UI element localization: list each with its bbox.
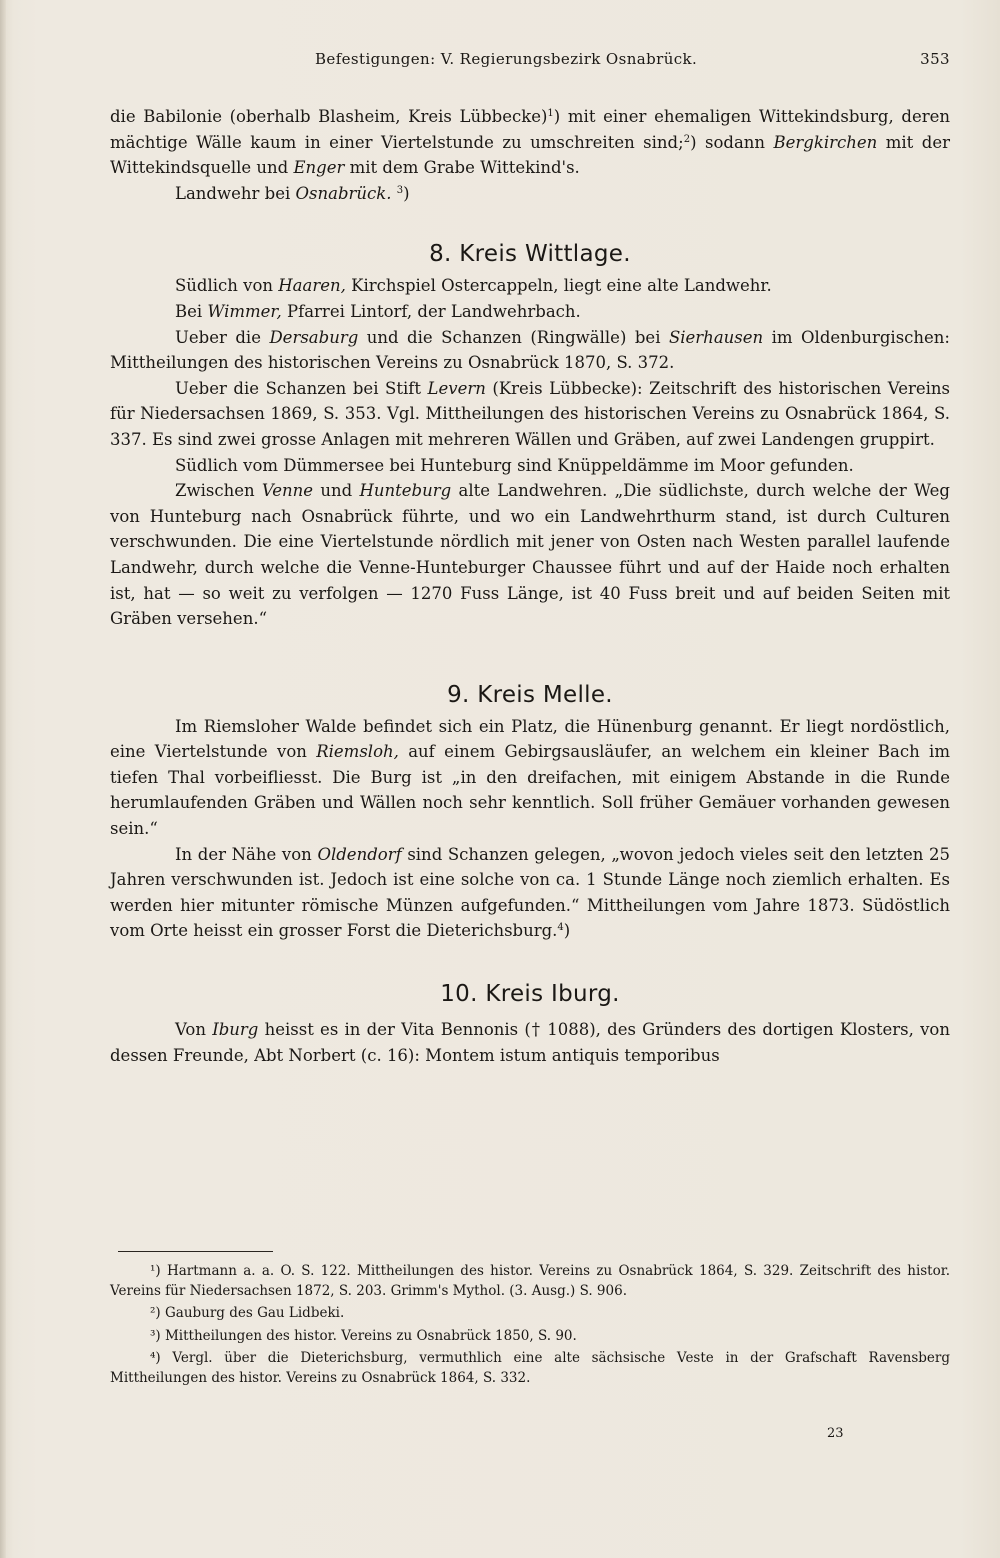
place-name: Bergkirchen [773, 132, 878, 152]
running-head [110, 50, 950, 72]
section-paragraph: Von Iburg heisst es in der Vita Bennonis († 1088), des Gründers des dortigen Klosters, von dessen Freunde, Abt Norbert (c. 16): Montem istum antiquis temporibus [110, 1020, 950, 1065]
place-name: Dersaburg [269, 327, 359, 347]
footnote-ref[interactable]: 4 [557, 922, 564, 934]
page-spine-shadow [0, 0, 6, 1558]
place-name: Hunteburg [359, 481, 452, 501]
intro-paragraph: Landwehr bei Osnabrück. $^3$) [175, 183, 410, 203]
section-paragraph: Im Riemsloher Walde befindet sich ein Platz, die Hünenburg genannt. Er liegt nordöstlich, eine Viertelstunde von Riemsloh, auf einem Gebirgsausläufer, an welchem ein kleiner Bach im tiefen Thal vorbeifliesst. Die Burg ist „in den dreifachen, mit einigem Abstande in die Runde herumlaufenden Gräben und Wällen noch sehr kenntlich. Soll früher Gemäuer vorhanden gewesen sein.“ [110, 716, 950, 839]
section-heading-kreis-wittlage: 8. Kreis Wittlage. [429, 241, 631, 268]
section-paragraph: Ueber die Dersaburg und die Schanzen (Ringwälle) bei Sierhausen im Oldenburgischen: Mittheilungen des historischen Vereins zu Osnabrück 1870, S. 372. [110, 327, 950, 373]
footnotes [110, 1262, 950, 1391]
place-name: Sierhausen [668, 327, 764, 347]
place-name: Osnabrück. [295, 183, 392, 203]
footnote-mark: ³) [150, 1327, 161, 1344]
running-head-title: Befestigungen: V. Regierungsbezirk Osnabrück. [315, 50, 698, 68]
footnote-item: ¹) Hartmann a. a. O. S. 122. Mittheilungen des histor. Vereins zu Osnabrück 1864, S. 329. Zeitschrift des histor. Vereins für Niedersachsen 1872, S. 203. Grimm's Mythol. (3. Ausg.) S. 906. [110, 1263, 950, 1299]
intro-paragraph: die Babilonie (oberhalb Blasheim, Kreis Lübbecke)$^1$) mit einer ehemaligen Wittekindsburg, deren mächtige Wälle kaum in einer Viertelstunde zu umschreiten sind;$^2$) sodann Bergkirchen mit der Wittekindsquelle und Enger mit dem Grabe Wittekind's. [110, 107, 950, 178]
footnote-item: ⁴) Vergl. über die Dieterichsburg, vermuthlich eine alte sächsische Veste in der Grafschaft Ravensberg Mittheilungen des histor. Vereins zu Osnabrück 1864, S. 332. [110, 1350, 950, 1386]
place-name: Riemsloh, [316, 742, 399, 762]
place-name: Venne [261, 481, 314, 501]
footnote-divider [118, 1251, 273, 1252]
footnote-mark: ¹) [150, 1263, 161, 1279]
footnote-item: ²) Gauburg des Gau Lidbeki. [150, 1305, 345, 1321]
section-heading-kreis-melle: 9. Kreis Melle. [447, 681, 613, 708]
place-name: Wimmer, [207, 301, 282, 321]
place-name: Enger [293, 158, 345, 178]
place-name: Levern [427, 378, 486, 398]
section-paragraph: Zwischen Venne und Hunteburg alte Landwehren. „Die südlichste, durch welche der Weg von Hunteburg nach Osnabrück führte, und wo ein Landwehrthurm stand, ist durch Culturen verschwunden. Die eine Viertelstunde nördlich mit jener von Osten nach Westen parallel laufende Landwehr, durch welche die Venne-Hunteburger Chaussee führt und auf der Haide noch erhalten ist, hat — so weit zu verfolgen — 1270 Fuss Länge, ist 40 Fuss breit und auf beiden Seiten mit Gräben versehen.“ [110, 481, 950, 629]
footnote-mark: ⁴) [150, 1350, 161, 1366]
main-text [110, 104, 950, 1068]
place-name: Haaren, [278, 276, 346, 296]
footnote-item: ³) Mittheilungen des histor. Vereins zu Osnabrück 1850, S. 90. [150, 1327, 577, 1344]
footnote-mark: ²) [150, 1305, 161, 1321]
page-number: 353 [920, 50, 950, 68]
footnote-ref[interactable]: 1 [547, 108, 554, 119]
place-name: Oldendorf [317, 844, 402, 864]
section-paragraph: Südlich von Haaren, Kirchspiel Ostercappeln, liegt eine alte Landwehr. [175, 276, 772, 296]
signature-mark: 23 [827, 1426, 844, 1441]
section-paragraph: In der Nähe von Oldendorf sind Schanzen gelegen, „wovon jedoch vieles seit den letzten 25 Jahren verschwunden ist. Jedoch ist eine solche von ca. 1 Stunde Länge noch ziemlich erhalten. Es werden hier mitunter römische Münzen aufgefunden.“ Mittheilungen vom Jahre 1873. Südöstlich vom Orte heisst ein grosser Forst die Dieterichsburg.$^4$) [110, 844, 950, 941]
section-paragraph: Südlich vom Dümmersee bei Hunteburg sind Knüppeldämme im Moor gefunden. [175, 455, 854, 475]
section-paragraph: Ueber die Schanzen bei Stift Levern (Kreis Lübbecke): Zeitschrift des historischen Vereins für Niedersachsen 1869, S. 353. Vgl. Mittheilungen des historischen Vereins zu Osnabrück 1864, S. 337. Es sind zwei grosse Anlagen mit mehreren Wällen und Gräben, auf zwei Landengen gruppirt. [110, 378, 950, 449]
place-name: Iburg [212, 1020, 259, 1040]
footnote-ref[interactable]: 3 [396, 184, 404, 196]
section-heading-kreis-iburg: 10. Kreis Iburg. [440, 981, 620, 1008]
section-paragraph: Bei Wimmer, Pfarrei Lintorf, der Landwehrbach. [175, 301, 581, 321]
footnote-ref[interactable]: 2 [683, 133, 691, 145]
